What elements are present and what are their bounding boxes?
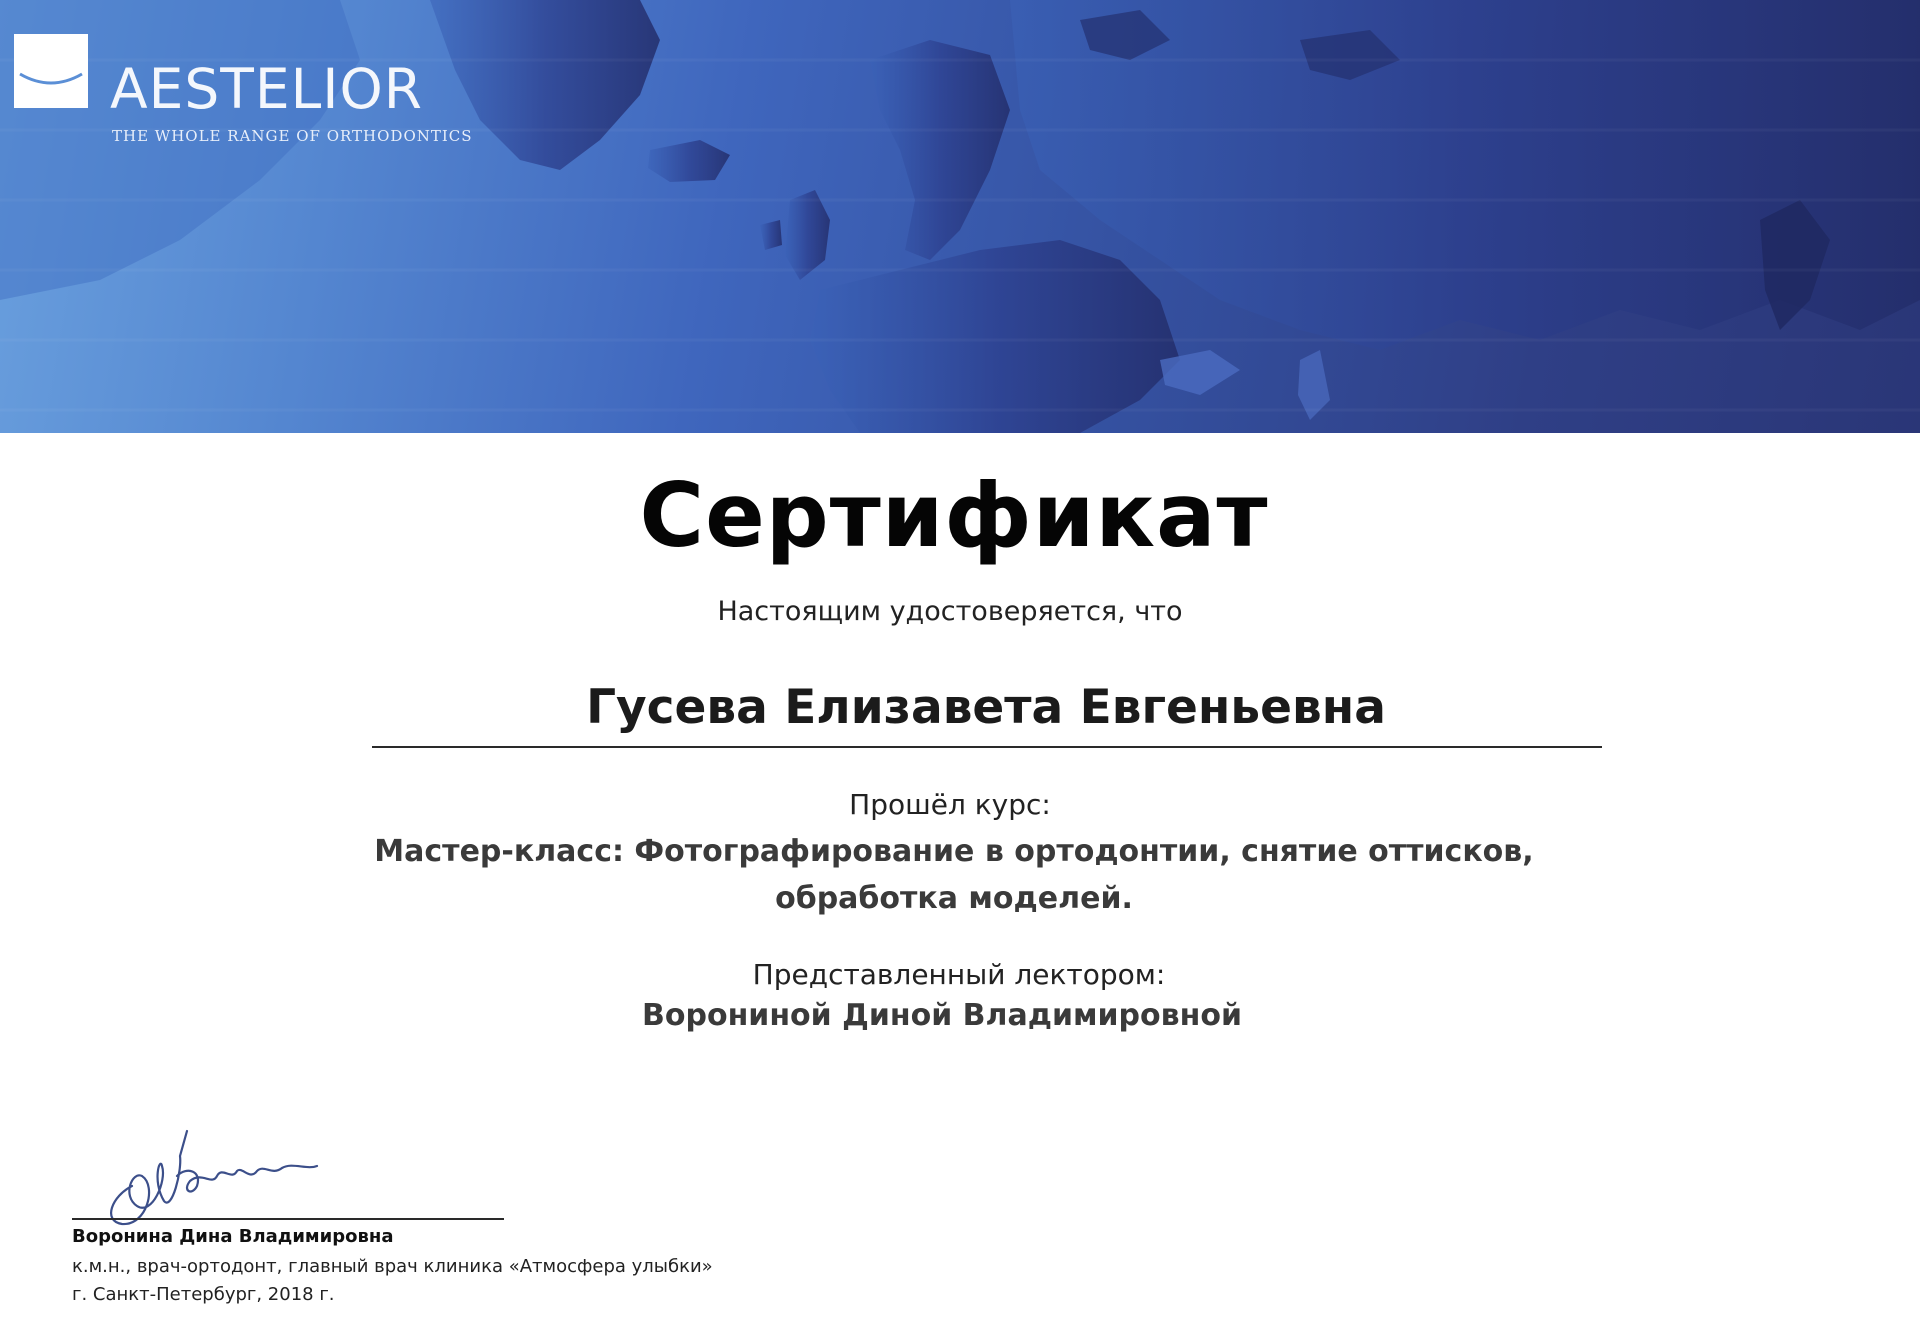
lecturer-name: Ворониной Диной Владимировной <box>642 998 1242 1033</box>
recipient-underline <box>372 746 1602 748</box>
lecturer-label: Представленный лектором: <box>752 958 1166 991</box>
signature-line <box>72 1218 504 1220</box>
signatory-title: к.м.н., врач-ортодонт, главный врач клиника «Атмосфера улыбки» <box>72 1256 713 1277</box>
course-label: Прошёл курс: <box>849 788 1051 821</box>
header-banner <box>0 0 1920 433</box>
certificate-title: Сертификат <box>639 464 1269 567</box>
certificate-intro: Настоящим удостоверяется, что <box>717 596 1183 627</box>
signatory-place-year: г. Санкт-Петербург, 2018 г. <box>72 1284 335 1305</box>
course-name <box>0 828 1914 922</box>
course-name-line-1: Мастер-класс: Фотографирование в ортодонтии, снятие оттисков, <box>374 834 1534 869</box>
brand-tagline: THE WHOLE RANGE OF ORTHODONTICS <box>112 127 473 145</box>
logo-mark-icon <box>14 34 88 108</box>
recipient-name: Гусева Елизавета Евгеньевна <box>586 680 1386 735</box>
brand-name: AESTELIOR <box>110 57 424 121</box>
course-name-line-2: обработка моделей. <box>775 881 1133 916</box>
signatory-name: Воронина Дина Владимировна <box>72 1226 394 1247</box>
